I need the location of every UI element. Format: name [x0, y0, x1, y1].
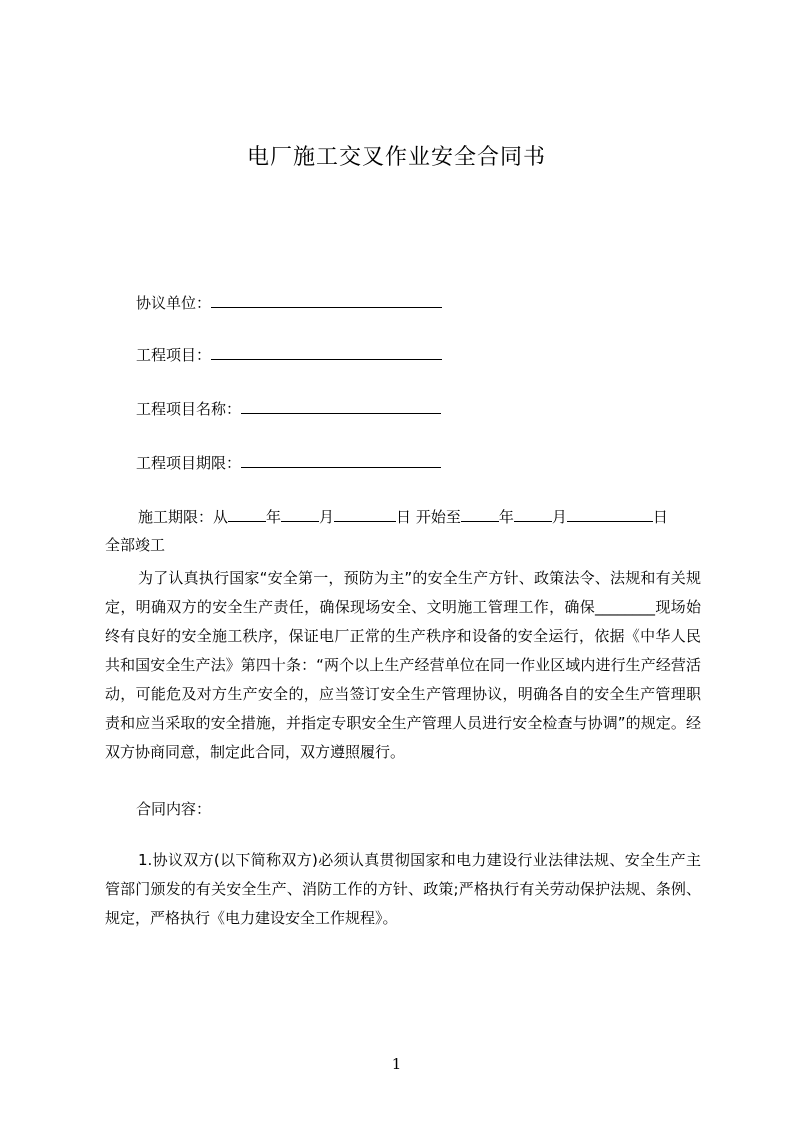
field-label: 工程项目： — [136, 346, 212, 364]
year-label: 年 — [266, 508, 282, 526]
day-label: 日 — [396, 508, 412, 526]
construction-period — [105, 503, 701, 559]
completion-text: 全部竣工 — [105, 536, 166, 554]
blank-line — [567, 505, 653, 522]
intro-paragraph — [105, 564, 701, 767]
field-project-period — [136, 451, 441, 474]
blank-line — [241, 451, 441, 468]
day-label: 日 — [652, 508, 668, 526]
field-label: 工程项目名称： — [136, 400, 242, 418]
intro-blank: ________ — [595, 598, 656, 616]
document-title: 电厂施工交叉作业安全合同书 — [246, 145, 546, 170]
blank-line — [514, 505, 552, 522]
blank-line — [211, 343, 442, 360]
contract-heading: 合同内容： — [136, 800, 212, 818]
blank-line — [228, 505, 266, 522]
clause-1: 1.协议双方(以下简称双方)必须认真贯彻国家和电力建设行业法律法规、安全生产主管部门颁发的有关安全生产、消防工作的方针、政策;严格执行有关劳动保护法规、条例、规定，严格执行《电力建设安全工作规程》。 — [105, 851, 701, 927]
month-label: 月 — [319, 508, 335, 526]
period-label: 施工期限：从 — [138, 508, 229, 526]
page-number: 1 — [391, 1055, 402, 1073]
blank-line — [241, 397, 441, 414]
field-label: 协议单位： — [136, 294, 212, 312]
intro-text: 为了认真执行国家“安全第一，预防为主”的安全生产方针、政策法令、法规和有关规定，明确双方的安全生产责任，确保现场安全、文明施工管理工作，确保 — [105, 569, 701, 616]
blank-line — [281, 505, 319, 522]
year-label: 年 — [498, 508, 514, 526]
intro-text-continued: 现场始终有良好的安全施工秩序，保证电厂正常的生产秩序和设备的安全运行，依据《中华人民共和国安全生产法》第四十条：“两个以上生产经营单位在同一作业区域内进行生产经营活动，可能危及对方生产安全的，应当签订安全生产管理协议，明确各自的安全生产管理职责和应当采取的安全措施，并指定专职安全生产管理人员进行安全检查与协调”的规定。经双方协商同意，制定此合同，双方遵照履行。 — [105, 598, 701, 761]
field-project-name — [136, 397, 441, 420]
field-label: 工程项目期限： — [136, 454, 242, 472]
month-label: 月 — [551, 508, 567, 526]
field-project — [136, 343, 442, 366]
blank-line — [334, 505, 396, 522]
start-to-label: 开始至 — [415, 508, 461, 526]
blank-line — [211, 291, 442, 308]
blank-line — [461, 505, 499, 522]
field-agreement-party — [136, 291, 442, 314]
